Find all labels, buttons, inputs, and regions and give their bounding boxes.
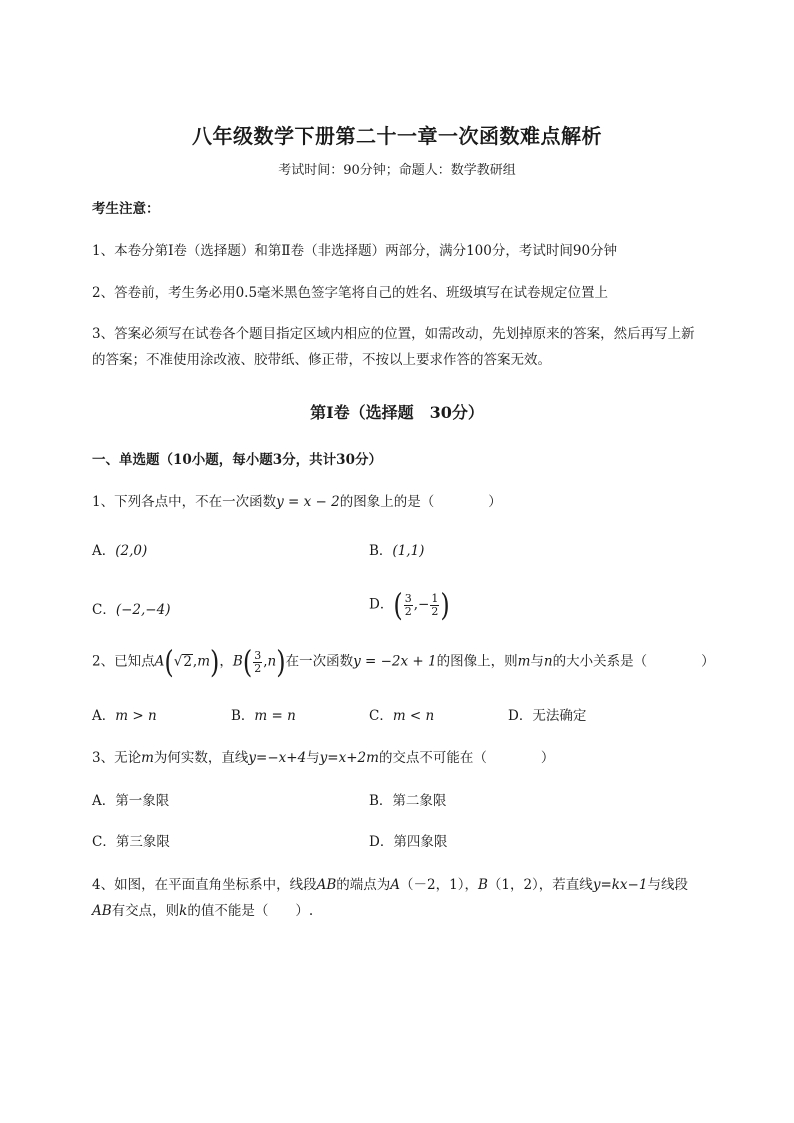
page-title: 八年级数学下册第二十一章一次函数难点解析 bbox=[192, 124, 602, 148]
q4-a-coord: （－2，1）， bbox=[400, 877, 478, 893]
q2-n: n bbox=[267, 653, 277, 670]
section-title: 第Ⅰ卷（选择题 30分） bbox=[310, 403, 484, 422]
q3-post: 的交点不可能在（ ） bbox=[378, 750, 555, 766]
q1-function: y = x − 2 bbox=[276, 494, 340, 510]
q2-fraction bbox=[253, 650, 262, 675]
q1-option-a-value: (2,0) bbox=[115, 543, 148, 559]
q3-option-d[interactable]: D．第四象限 bbox=[369, 834, 448, 850]
q2-mid: 在一次函数 bbox=[285, 653, 354, 670]
q4-line1-post: 与线段 bbox=[647, 877, 688, 893]
q1-option-d-label: D． bbox=[369, 596, 394, 613]
q1-option-a-label: A． bbox=[92, 543, 116, 559]
q2-a-right-paren: ) bbox=[210, 643, 220, 681]
q1-d-left-paren: ( bbox=[393, 586, 403, 624]
question-2-stem: 2、已知点A(√2,m)，B( $\frac{3}{2}$ ,n)在一次函数y = −2x + 1的图像上，则m与n的大小关系是（ ） bbox=[92, 643, 715, 681]
q3-line1: y=−x+4 bbox=[248, 750, 307, 766]
q3-m: m bbox=[141, 750, 154, 766]
q2-option-b-value: m = n bbox=[254, 708, 296, 724]
q1-d-den1: 2 bbox=[404, 604, 412, 618]
q4-k: k bbox=[179, 903, 188, 919]
q2-option-d[interactable] bbox=[508, 703, 586, 729]
q3-mid2: 与 bbox=[306, 750, 320, 766]
q4-line2-pre: 有交点，则 bbox=[111, 903, 180, 919]
q2-m: m bbox=[197, 653, 211, 670]
q2-post3: 的大小关系是（ ） bbox=[552, 653, 715, 670]
q2-option-d-value: 无法确定 bbox=[532, 708, 587, 724]
q2-option-b[interactable] bbox=[231, 703, 296, 729]
notice-item-3: 3、答案必须写在试卷各个题目指定区域内相应的位置，如需改动，先划掉原来的答案，然后再写上新 bbox=[92, 326, 695, 342]
notice-heading: 考生注意： bbox=[92, 201, 160, 217]
q2-post2: 与 bbox=[530, 653, 544, 670]
q2-b-right-paren: ) bbox=[276, 643, 286, 681]
q1-d-fraction-1 bbox=[404, 593, 413, 618]
q2-sep: ， bbox=[219, 653, 233, 670]
q1-d-fraction-2 bbox=[430, 593, 439, 618]
q1-option-d[interactable] bbox=[369, 586, 450, 624]
q4-function: y=kx−1 bbox=[592, 877, 648, 893]
q4-line2-post: 的值不能是（ ）. bbox=[187, 903, 314, 919]
q2-point-b: B bbox=[232, 653, 243, 670]
question-3-stem bbox=[92, 745, 752, 771]
q1-option-c[interactable] bbox=[92, 597, 170, 623]
q4-line1-mid: 的端点为 bbox=[336, 877, 391, 893]
notice-item-3-cont: 的答案；不准使用涂改液、胶带纸、修正带，不按以上要求作答的答案无效。 bbox=[92, 352, 551, 368]
q1-option-c-value: (−2,−4) bbox=[115, 602, 171, 618]
q3-line2: y=x+2m bbox=[319, 750, 379, 766]
q2-point-a: A bbox=[154, 653, 165, 670]
q1-option-c-label: C． bbox=[92, 602, 116, 618]
q4-point-b: B bbox=[477, 877, 488, 893]
q2-n2: n bbox=[543, 653, 553, 670]
q2-sqrt-value: 2 bbox=[183, 653, 192, 670]
page-subtitle: 考试时间：90分钟；命题人：数学教研组 bbox=[278, 163, 516, 178]
q3-option-b[interactable]: B．第二象限 bbox=[369, 793, 447, 809]
q1-option-b[interactable] bbox=[369, 538, 424, 564]
q2-option-c-label: C． bbox=[369, 708, 393, 724]
q1-option-b-label: B． bbox=[369, 543, 393, 559]
q4-point-a: A bbox=[390, 877, 401, 893]
q3-pre: 3、无论 bbox=[92, 750, 142, 766]
q1-option-a[interactable] bbox=[92, 538, 147, 564]
q2-option-a-label: A． bbox=[92, 708, 116, 724]
q2-pre: 2、已知点 bbox=[92, 653, 155, 670]
q1-stem-pre: 1、下列各点中，不在一次函数 bbox=[92, 494, 277, 510]
q2-option-a[interactable] bbox=[92, 703, 157, 729]
q2-post1: 的图像上，则 bbox=[436, 653, 518, 670]
question-4-stem-line-2 bbox=[92, 898, 752, 924]
q2-option-c[interactable] bbox=[369, 703, 434, 729]
question-4-stem-line-1 bbox=[92, 872, 752, 898]
q4-b-coord: （1，2），若直线 bbox=[487, 877, 593, 893]
q1-d-num1: 3 bbox=[404, 591, 412, 605]
q3-option-a[interactable]: A．第一象限 bbox=[92, 793, 170, 809]
q3-mid1: 为何实数，直线 bbox=[153, 750, 249, 766]
q2-option-d-label: D． bbox=[508, 708, 533, 724]
question-1-stem bbox=[92, 489, 752, 515]
part-heading: 一、单选题（10小题，每小题3分，共计30分） bbox=[92, 452, 382, 468]
q1-d-separator: ,− bbox=[413, 596, 430, 613]
q2-m2: m bbox=[517, 653, 531, 670]
q1-d-right-paren: ) bbox=[440, 586, 450, 624]
q2-b-left-paren: ( bbox=[242, 643, 253, 681]
q2-option-b-label: B． bbox=[231, 708, 255, 724]
q4-line1-pre: 4、如图，在平面直角坐标系中，线段 bbox=[92, 877, 317, 893]
q2-function: y = −2x + 1 bbox=[353, 653, 437, 670]
q2-radical-sign: √ bbox=[173, 653, 183, 670]
notice-item-1: 1、本卷分第Ⅰ卷（选择题）和第Ⅱ卷（非选择题）两部分，满分100分，考试时间90分钟 bbox=[92, 243, 618, 259]
q3-option-c[interactable]: C．第三象限 bbox=[92, 834, 170, 850]
q2-den: 2 bbox=[254, 661, 262, 675]
q1-option-b-value: (1,1) bbox=[392, 543, 425, 559]
q2-option-a-value: m > n bbox=[115, 708, 157, 724]
q4-line2-ab: AB bbox=[92, 903, 112, 919]
notice-item-2: 2、答卷前，考生务必用0.5毫米黑色签字笔将自己的姓名、班级填写在试卷规定位置上 bbox=[92, 285, 609, 301]
q1-d-num2: 1 bbox=[431, 591, 439, 605]
q2-num: 3 bbox=[254, 648, 262, 662]
q2-option-c-value: m < n bbox=[392, 708, 435, 724]
q1-stem-post: 的图象上的是（ ） bbox=[339, 494, 502, 510]
q1-d-den2: 2 bbox=[431, 604, 439, 618]
q4-ab: AB bbox=[316, 877, 337, 893]
q2-a-left-paren: ( bbox=[164, 643, 174, 681]
